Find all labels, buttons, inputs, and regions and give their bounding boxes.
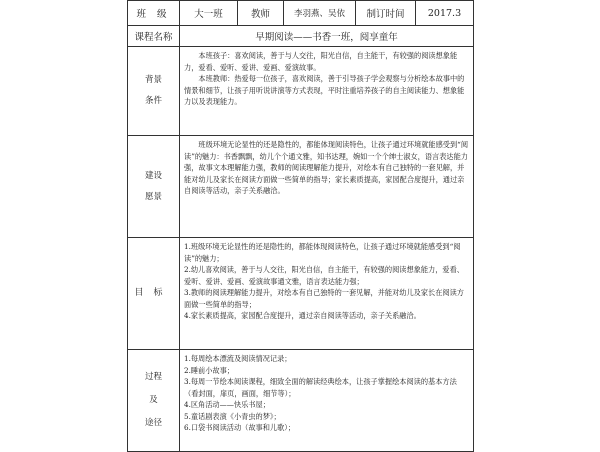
- process-label-line2: 及: [149, 395, 158, 405]
- process-text: [180, 350, 474, 452]
- date-value: 2017.3: [416, 1, 474, 26]
- class-value: 大一班: [180, 1, 238, 26]
- curriculum-document: [127, 0, 473, 432]
- design-row: [128, 136, 474, 238]
- teacher-value: 李羽燕、吴依: [284, 1, 356, 26]
- design-text: [180, 136, 474, 238]
- process-row: [128, 350, 474, 452]
- goals-label: 目标: [128, 238, 180, 350]
- goals-row: [128, 238, 474, 350]
- design-paragraph: 班级环境无论显性的还是隐性的，都能体现阅读特色，让孩子通过环境就能感受到“阅读”的魅力：书香飘飘，幼儿个个通文雅，知书达理，婉如一个个绅士淑女，语言表达能力强，故事文本理解能力强，教师的阅读理解能力提升，对绘本有自己独特的一套见解，并能对幼儿及家长在阅读方面做一些简单的指导；家长素质提高，家园配合度提升，通过亲自阅读等活动，亲子关系融洽。: [184, 140, 469, 195]
- background-paragraph: 本班孩子：喜欢阅读，善于与人交往，阳光自信，自主能干，有较强的阅读想象能力，爱看、爱听、爱讲、爱画、爱演故事。: [184, 51, 458, 72]
- goals-text: [180, 238, 474, 350]
- curriculum-table: [127, 0, 474, 452]
- date-label: 制订时间: [356, 1, 416, 26]
- process-item: 2.睡前小故事；: [184, 365, 234, 375]
- process-label-line3: 途径: [144, 418, 162, 428]
- background-label-line2: 条件: [144, 96, 162, 106]
- design-label-line1: 建设: [144, 170, 162, 181]
- process-item: 4.区角活动——快乐书屋；: [184, 400, 270, 409]
- design-label: [128, 136, 180, 238]
- background-paragraph: 本班教师：热爱每一位孩子，喜欢阅读，善于引导孩子学会观察与分析绘本故事中的情景和细节，让孩子用听说讲演等方式表现，平时注重培养孩子的自主阅读能力、想象能力以及表现能力。: [184, 74, 465, 106]
- process-item: 6.口袋书阅读活动（故事和儿歌）；: [184, 423, 296, 432]
- goal-item: 3.教师的阅读理解能力提升，对绘本有自己独特的一套见解，并能对幼儿及家长在阅读方面做一些简单的指导；: [184, 288, 464, 309]
- teacher-label: 教师: [238, 1, 284, 26]
- process-item: 3.每周一节绘本阅读课程，细致全面的解读经典绘本，让孩子掌握绘本阅读的基本方法（看封面，扉页，画面，细节等）；: [184, 377, 457, 398]
- course-row: [128, 26, 474, 47]
- class-label: 班 级: [128, 1, 180, 26]
- course-title: 早期阅读——书香一班，阅享童年: [180, 26, 474, 47]
- course-label: 课程名称: [128, 26, 180, 47]
- process-label-line1: 过程: [144, 372, 162, 382]
- process-label: [128, 350, 180, 452]
- background-text: [180, 47, 474, 136]
- goal-item: 2.幼儿喜欢阅读，善于与人交往，阳光自信，自主能干，有较强的阅读想象能力，爱看、爱听、爱讲、爱画、爱演故事通文雅，语言表达能力强；: [184, 265, 464, 286]
- design-label-line2: 愿景: [144, 191, 162, 202]
- header-row: [128, 1, 474, 26]
- background-label-line1: 背景: [144, 75, 162, 85]
- goal-item: 1.班级环境无论显性的还是隐性的，都能体现阅读特色，让孩子通过环境就能感受到“阅读”的魅力；: [184, 242, 461, 263]
- goal-item: 4.家长素质提高，家园配合度提升，通过亲自阅读等活动，亲子关系融洽。: [184, 311, 421, 320]
- process-item: 1.每周绘本漂流及阅读情况记录；: [184, 354, 292, 363]
- background-label: [128, 47, 180, 136]
- background-row: [128, 47, 474, 136]
- process-item: 5.童话剧表演《小青虫的梦》；: [184, 411, 281, 421]
